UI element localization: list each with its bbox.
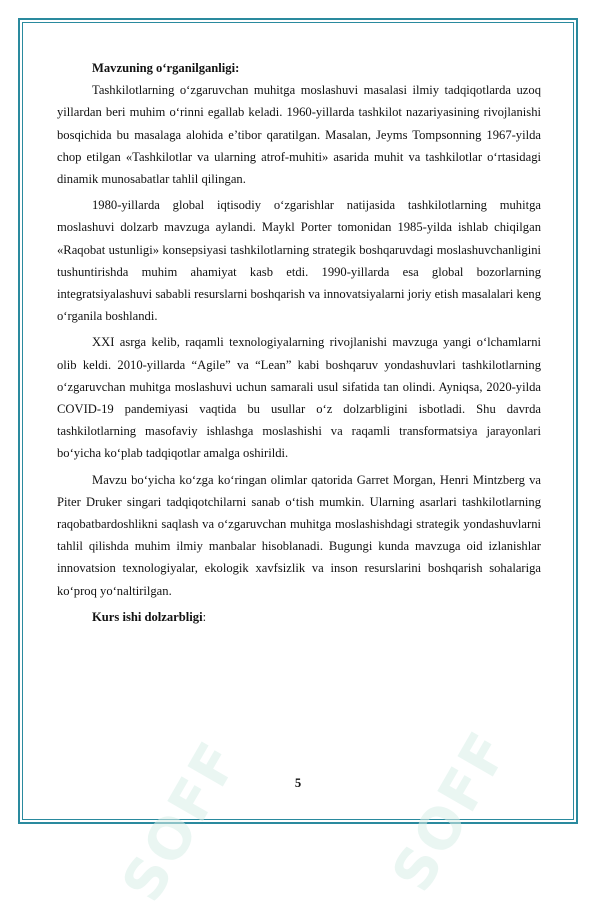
section-heading-relevance-text: Kurs ishi dolzarbligi (92, 609, 203, 624)
paragraph-3: XXI asrga kelib, raqamli texnologiyalarning rivojlanishi mavzuga yangi o‘lchamlarni olib keldi. 2010-yillarda “Agile” va “Lean” kabi boshqaruv yondashuvlari tashkilotlarning o‘zgaruvchan muhitga moslashuvi uchun samarali usul sifatida tan olindi. Ayniqsa, 2020-yilda COVID-19 pandemiyasi vaqtida bu usullar o‘z dolzarbligini isbotladi. Shu davrda tashkilotlarning masofaviy ishlashga moslashishi va raqamli transformatsiya jarayonlari bo‘yicha ko‘plab tadqiqotlar amalga oshirildi. (57, 335, 541, 461)
paragraph-2: 1980-yillarda global iqtisodiy o‘zgarishlar natijasida tashkilotlarning muhitga moslashuvi dolzarb mavzuga aylandi. Maykl Porter tomonidan 1985-yilda ishlab chiqilgan «Raqobat ustunligi» konsepsiyasi tashkilotlarning strategik boshqaruvdagi moslashuvchanligini tushuntirishda muhim ahamiyat kasb etdi. 1990-yillarda esa global bozorlarning integratsiyalashuvi sababli resurslarni boshqarish va innovatsiyalarni joriy etish masalalari keng o‘rganila boshlandi. (57, 198, 541, 324)
watermark-right: SOFF (380, 720, 523, 903)
section-heading-study: Mavzuning o‘rganilganligi: (92, 61, 240, 75)
paragraph-1: Tashkilotlarning o‘zgaruvchan muhitga moslashuvi masalasi ilmiy tadqiqotlarda uzoq yillardan beri muhim o‘rinni egallab keladi. 1960-yillarda tashkilot nazariyasining rivojlanishi bosqichida bu masalaga alohida e’tibor qaratilgan. Masalan, Jeyms Tompsonning 1967-yilda chop etilgan «Tashkilotlar va ularning atrof-muhiti» asarida muhit va tashkilotlar o‘rtasidagi dinamik munosabatlar tahlil qilingan. (57, 83, 541, 187)
paragraph-4: Mavzu bo‘yicha ko‘zga ko‘ringan olimlar qatorida Garret Morgan, Henri Mintzberg va Piter Druker singari tadqiqotchilarni sanab o‘tish mumkin. Ularning asarlari tashkilotlarning raqobatbardoshlikni saqlash va o‘zgaruvchan muhitga moslashishdagi strategik yondashuvlarni tahlil qilishda muhim ilmiy manbalar hisoblanadi. Bugungi kunda mavzuga oid izlanishlar innovatsion texnologiyalar, ekologik xavfsizlik va inson resurslarini boshqarish sohalariga ko‘proq yo‘naltirilgan. (57, 472, 541, 598)
section-heading-relevance (57, 606, 541, 628)
section-heading-relevance-colon: : (202, 609, 207, 624)
page-number: 5 (294, 776, 302, 790)
document-body (57, 57, 541, 628)
watermark-left: SOFF (110, 730, 253, 913)
